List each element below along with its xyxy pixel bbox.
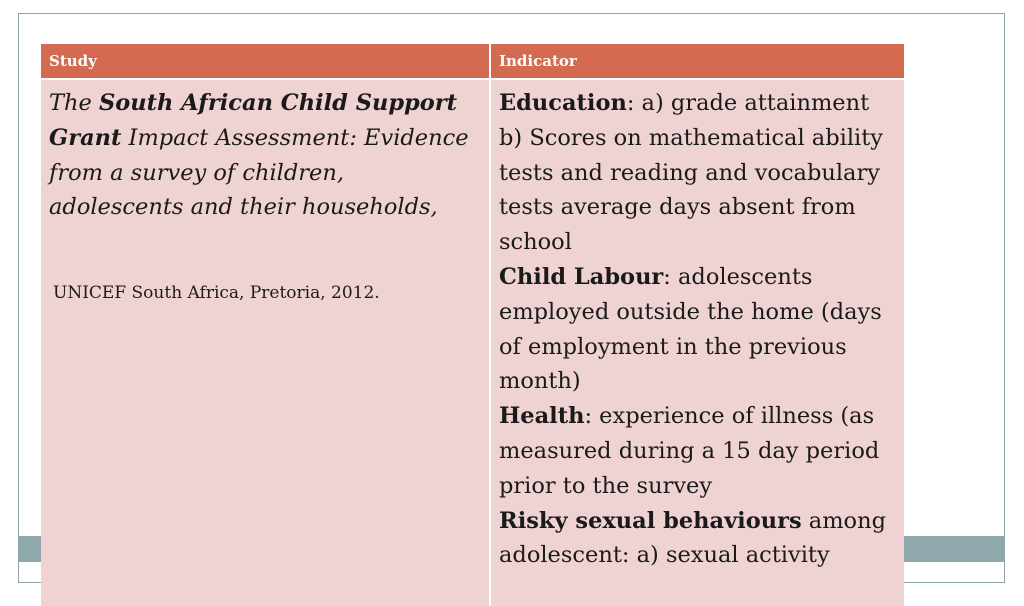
study-title-emphasis: South African Child Support Grant [49, 90, 458, 151]
indicator-label: Education [499, 90, 627, 116]
indicator-health [499, 399, 896, 503]
study-cell [41, 79, 490, 606]
header-study: Study [41, 44, 490, 79]
study-table [41, 44, 904, 606]
indicator-education [499, 86, 896, 260]
indicator-risky-sexual-behaviours [499, 504, 896, 574]
indicator-label: Health [499, 403, 585, 430]
indicator-text: : experience of illness (as measured during a 15 day period prior to the survey [499, 403, 880, 499]
indicator-cell [490, 79, 904, 606]
indicator-text: : a) grade attainment b) Scores on mathematical ability tests and reading and vocabulary tests average days absent from school [499, 90, 883, 256]
table-row [41, 79, 904, 606]
indicator-label: Child Labour [499, 263, 664, 290]
header-indicator: Indicator [490, 44, 904, 79]
study-title-prefix: The [49, 90, 99, 116]
indicator-text: : adolescents employed outside the home (days of employment in the previous month) [499, 263, 882, 395]
study-title [49, 86, 481, 225]
header-row [41, 44, 904, 79]
indicator-text: among adolescent: a) sexual activity [499, 507, 886, 569]
indicator-child-labour [499, 260, 896, 399]
study-source: UNICEF South Africa, Pretoria, 2012. [53, 283, 380, 304]
study-title-rest: Impact Assessment: Evidence from a survey of children, adolescents and their households, [49, 124, 469, 221]
indicator-label: Risky sexual behaviours [499, 507, 802, 534]
